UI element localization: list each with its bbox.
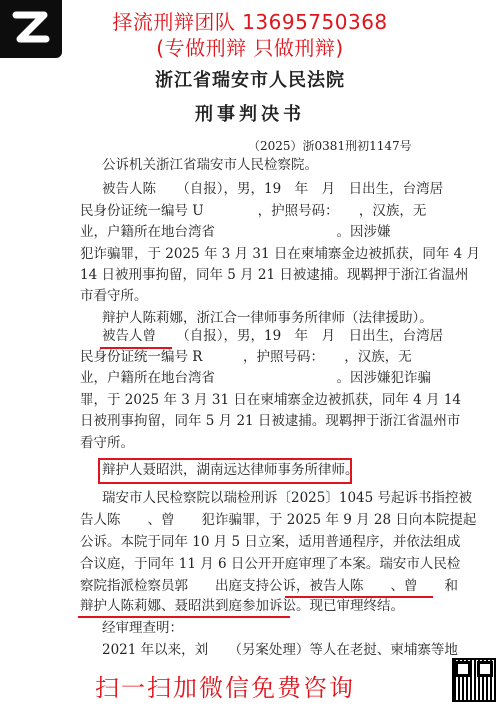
text-line: 业，户籍所在地台湾省 。因涉嫌犯诈骗 bbox=[80, 370, 431, 386]
document-title: 刑事判决书 bbox=[195, 104, 305, 125]
text-line: 察院指派检察员郭 出庭支持公诉，被告人陈 、曾 和 bbox=[80, 578, 458, 594]
text-line: 被告人陈 （自报），男，19 年 月 日出生，台湾居 bbox=[102, 181, 444, 197]
text-line: 14 日被刑事拘留，同年 5 月 21 日被逮捕。现羁押于浙江省温州 bbox=[80, 267, 469, 283]
text-line: 2021 年以来，刘 （另案处理）等人在老挝、柬埔寨等地 bbox=[102, 642, 458, 658]
highlight-underline bbox=[78, 616, 290, 618]
text-line: 公诉。本院于同年 10 月 5 日立案，适用普通程序，并依法组成 bbox=[80, 534, 461, 550]
text-line: 犯诈骗罪，于 2025 年 3 月 31 日在柬埔寨金边被抓获，同年 4 月 bbox=[80, 246, 481, 262]
defender-1-line: 辩护人陈莉娜，浙江合一律师事务所律师（法律援助）。 bbox=[102, 310, 433, 326]
section-heading: 经审理查明： bbox=[102, 620, 183, 636]
defender-2-line: 辩护人聂昭洪，湖南远达律师事务所律师。 bbox=[102, 462, 359, 478]
qr-code-icon[interactable] bbox=[452, 658, 496, 702]
court-name: 浙江省瑞安市人民法院 bbox=[155, 70, 345, 91]
text-line: 辩护人陈莉娜、聂昭洪到庭参加诉讼。现已审理终结。 bbox=[80, 598, 404, 614]
defendant-2-line: 被告人曾 （自报），男，19 年 月 日出生，台湾居 bbox=[102, 328, 444, 344]
banner-phone: 择流刑辩团队 13695750368 bbox=[112, 10, 388, 34]
text-line: 民身份证统一编号 R ，护照号码： ，汉族，无 bbox=[80, 349, 412, 365]
text-line: 业，户籍所在地台湾省 。因涉嫌 bbox=[80, 224, 391, 240]
text-line: 民身份证统一编号 U ，护照号码： ，汉族，无 bbox=[80, 203, 427, 219]
text-line: 看守所。 bbox=[80, 435, 134, 451]
text-line: 瑞安市人民检察院以瑞检刑诉〔2025〕1045 号起诉书指控被 bbox=[102, 490, 473, 506]
wechat-cta: 扫一扫加微信免费咨询 bbox=[95, 674, 355, 702]
banner-tagline: (专做刑辩 只做刑辩) bbox=[156, 36, 344, 60]
text-line: 合议庭，于同年 11 月 6 日公开开庭审理了本案。瑞安市人民检 bbox=[80, 556, 461, 572]
text-line: 市看守所。 bbox=[80, 288, 148, 304]
footer-bar bbox=[0, 662, 500, 707]
case-number: （2025）浙0381刑初1147号 bbox=[248, 139, 412, 153]
text-line: 日被刑事拘留，同年 5 月 21 日被逮捕。现羁押于浙江省温州市 bbox=[80, 413, 461, 429]
highlight-box bbox=[98, 458, 352, 484]
text-line: 罪，于 2025 年 3 月 31 日在柬埔寨金边被抓获，同年 4 月 14 bbox=[80, 392, 462, 408]
text-line: 告人陈 、曾 犯诈骗罪，于 2025 年 9 月 28 日向本院提起 bbox=[80, 512, 477, 528]
text-line: 公诉机关浙江省瑞安市人民检察院。 bbox=[102, 157, 318, 173]
